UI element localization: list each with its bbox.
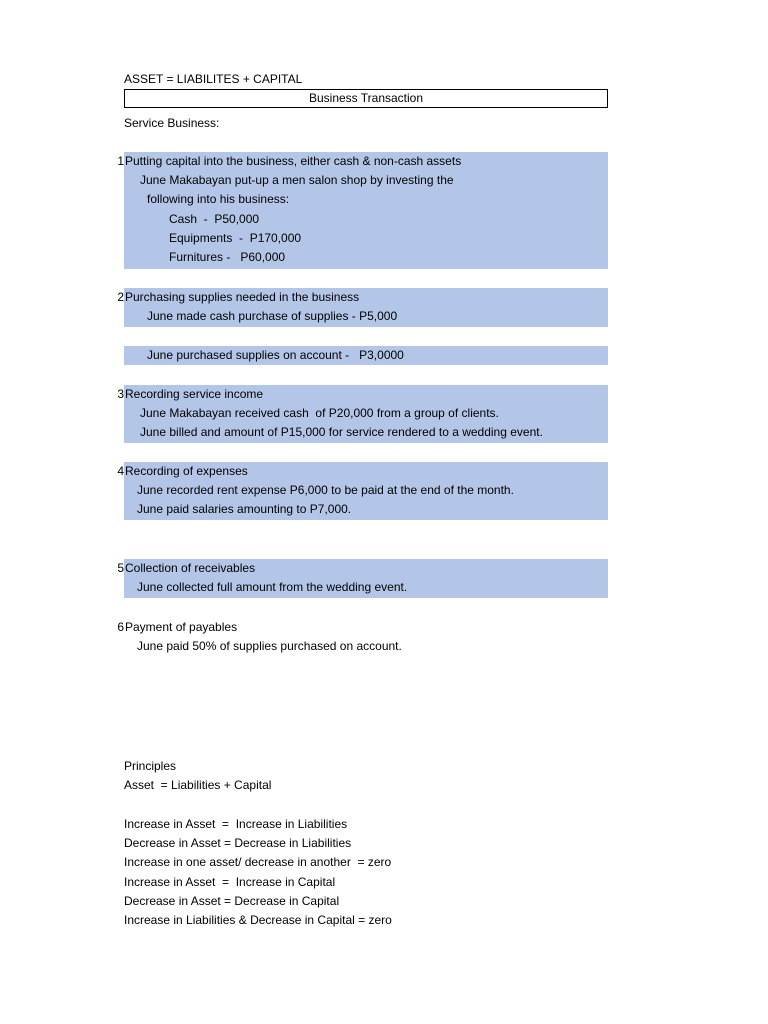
section-1-furnitures: Furnitures - P60,000 (169, 250, 286, 264)
section-2-line-1: June made cash purchase of supplies - P5,000 (147, 309, 398, 323)
business-transaction-title: Business Transaction (124, 89, 608, 108)
principle-rule: Increase in Asset = Increase in Capital (124, 875, 336, 889)
section-3-heading: Recording service income (125, 387, 264, 401)
section-2-heading: Purchasing supplies needed in the business (125, 290, 360, 304)
principle-rule: Decrease in Asset = Decrease in Liabilities (124, 836, 352, 850)
section-6-line-1: June paid 50% of supplies purchased on account. (137, 639, 402, 653)
section-1-number: 1 (117, 154, 124, 168)
section-5-heading: Collection of receivables (125, 561, 256, 575)
section-4-line-1: June recorded rent expense P6,000 to be paid at the end of the month. (137, 483, 514, 497)
section-3-line-1: June Makabayan received cash of P20,000 from a group of clients. (140, 406, 499, 420)
section-1-heading: Putting capital into the business, either cash & non-cash assets (125, 154, 462, 168)
section-1-line-1: June Makabayan put-up a men salon shop by investing the (140, 173, 454, 187)
section-1-line-2: following into his business: (147, 192, 290, 206)
principles-title: Principles (124, 759, 177, 773)
section-5-line-1: June collected full amount from the wedding event. (137, 580, 408, 594)
section-3-number: 3 (117, 387, 124, 401)
principle-rule: Increase in Asset = Increase in Liabilities (124, 817, 348, 831)
section-2-line-2: June purchased supplies on account - P3,0000 (147, 348, 404, 362)
principle-rule: Decrease in Asset = Decrease in Capital (124, 894, 340, 908)
asset-equation-header: ASSET = LIABILITES + CAPITAL (124, 72, 303, 86)
section-1-cash: Cash - P50,000 (169, 212, 260, 226)
principle-rule: Increase in Liabilities & Decrease in Capital = zero (124, 913, 392, 927)
principles-equation: Asset = Liabilities + Capital (124, 778, 272, 792)
section-6-number: 6 (117, 620, 124, 634)
section-6-heading: Payment of payables (125, 620, 238, 634)
section-4-number: 4 (117, 464, 124, 478)
service-business-label: Service Business: (124, 116, 220, 130)
section-2-number: 2 (117, 290, 124, 304)
section-4-line-2: June paid salaries amounting to P7,000. (137, 502, 352, 516)
section-5-number: 5 (117, 561, 124, 575)
section-4-heading: Recording of expenses (125, 464, 248, 478)
section-3-line-2: June billed and amount of P15,000 for service rendered to a wedding event. (140, 425, 543, 439)
section-1-equipments: Equipments - P170,000 (169, 231, 302, 245)
principle-rule: Increase in one asset/ decrease in another = zero (124, 855, 392, 869)
